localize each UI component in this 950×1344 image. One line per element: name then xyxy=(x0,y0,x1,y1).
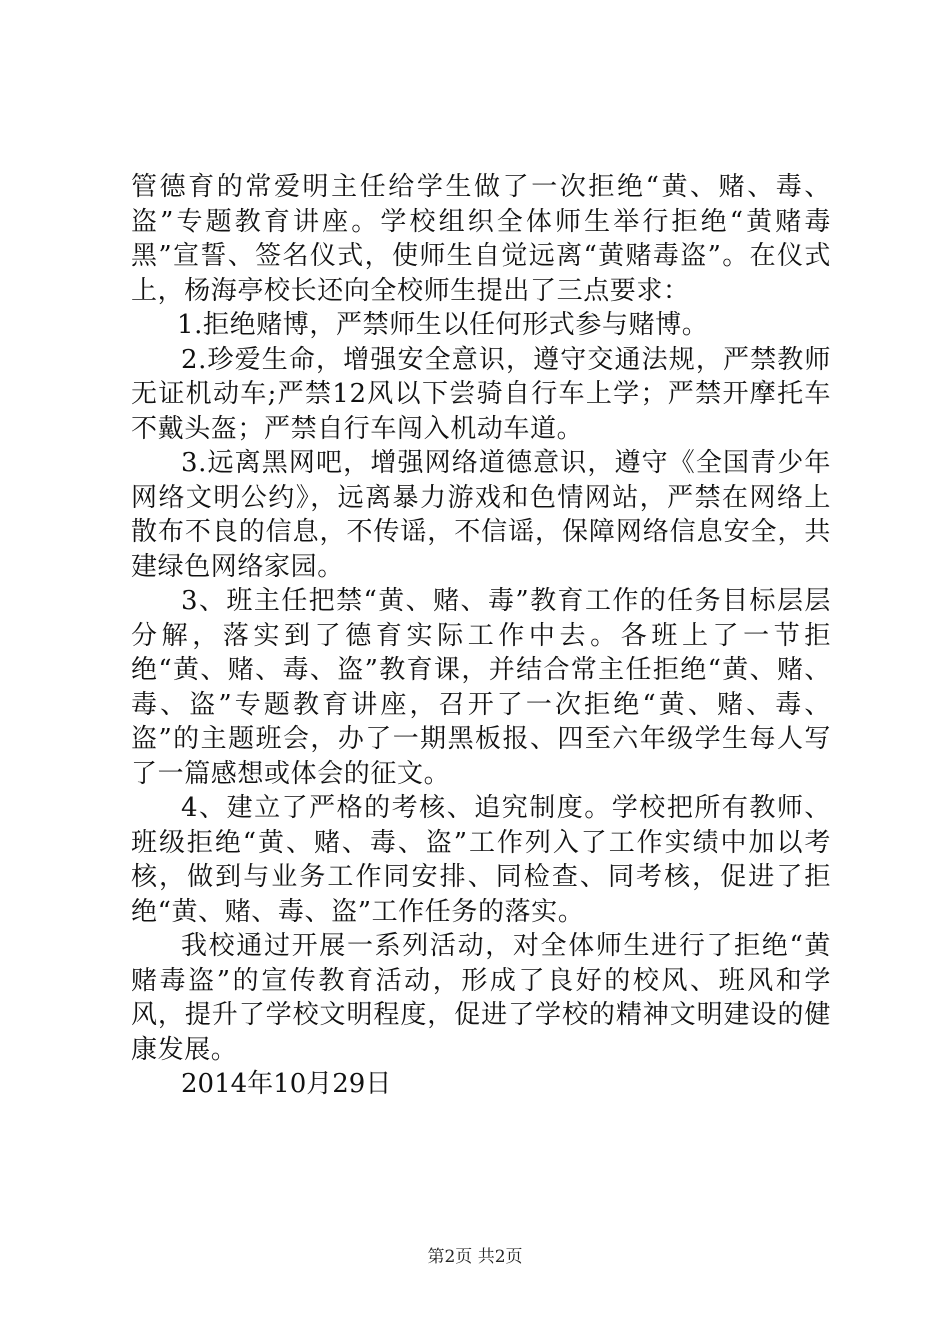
paragraph-requirement-3: 3.远离黑网吧，增强网络道德意识，遵守《全国青少年网络文明公约》，远离暴力游戏和色情网站，严禁在网络上散布不良的信息，不传谣，不信谣，保障网络信息安全，共建绿色网络家园。 xyxy=(131,448,831,582)
document-date: 2014年10月29日 xyxy=(181,1069,392,1099)
paragraph-requirement-2: 2.珍爱生命，增强安全意识，遵守交通法规，严禁教师无证机动车;严禁12风以下尝骑自行车上学；严禁开摩托车不戴头盔；严禁自行车闯入机动车道。 xyxy=(131,344,831,444)
paragraph-section-3: 3、班主任把禁“黄、赌、毒”教育工作的任务目标层层分解，落实到了德育实际工作中去。各班上了一节拒绝“黄、赌、毒、盗”教育课，并结合常主任拒绝“黄、赌、毒、盗”专题教育讲座，召开了一次拒绝“黄、赌、毒、盗”的主题班会，办了一期黑板报、四至六年级学生每人写了一篇感想或体会的征文。 xyxy=(131,586,831,789)
paragraph-requirement-1: 1.拒绝赌博，严禁师生以任何形式参与赌博。 xyxy=(177,310,709,340)
paragraph-intro: 管德育的常爱明主任给学生做了一次拒绝“黄、赌、毒、盗”专题教育讲座。学校组织全体师生举行拒绝“黄赌毒黑”宣誓、签名仪式，使师生自觉远离“黄赌毒盗”。在仪式上，杨海亭校长还向全校师生提出了三点要求： xyxy=(131,172,831,306)
paragraph-section-4: 4、建立了严格的考核、追究制度。学校把所有教师、班级拒绝“黄、赌、毒、盗”工作列入了工作实绩中加以考核，做到与业务工作同安排、同检查、同考核，促进了拒绝“黄、赌、毒、盗”工作任务的落实。 xyxy=(131,793,831,927)
page-footer: 第2页 共2页 xyxy=(427,1247,523,1267)
document-body xyxy=(131,170,831,1102)
paragraph-conclusion: 我校通过开展一系列活动，对全体师生进行了拒绝“黄赌毒盗”的宣传教育活动，形成了良好的校风、班风和学风，提升了学校文明程度，促进了学校的精神文明建设的健康发展。 xyxy=(131,931,831,1065)
